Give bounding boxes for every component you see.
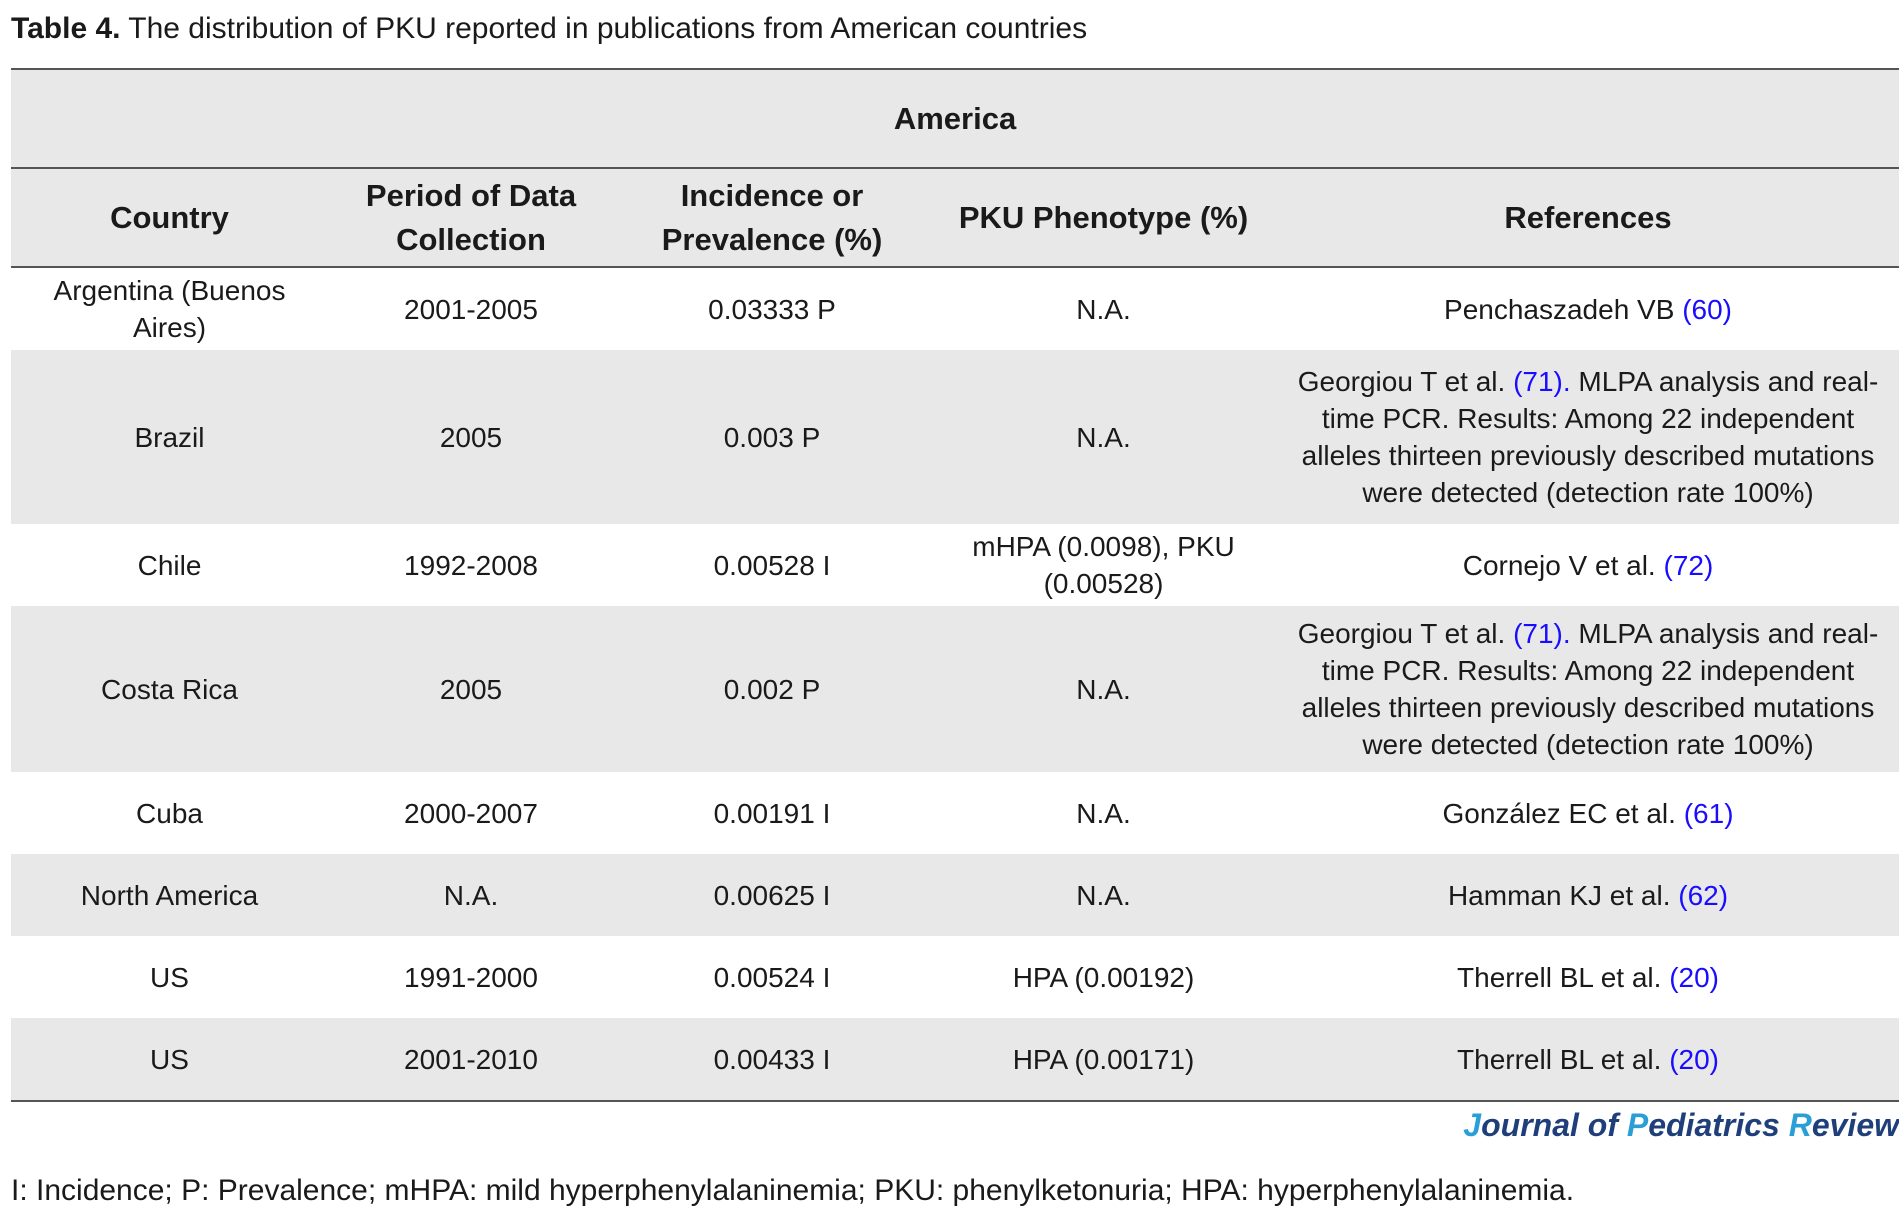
table-row (11, 606, 1899, 772)
cell-period: 2000-2007 (404, 797, 538, 829)
cell-rate: 0.00191 I (713, 797, 831, 829)
table-row (11, 854, 1899, 936)
cell-period: 2005 (328, 350, 614, 524)
cell-references (1277, 606, 1899, 772)
cell-period: 2001-2005 (404, 293, 538, 325)
cell-references (1277, 854, 1899, 936)
reference-author: Cornejo V et al. (1462, 549, 1664, 581)
reference-note: MLPA analysis and real-time PCR. Results: Among 22 independent alleles thirteen previously described mutations were detected (detection rate 100%) (1301, 366, 1879, 508)
cell-rate: 0.00524 I (713, 961, 831, 993)
column-header-references: References (1277, 168, 1899, 267)
cell-country: Cuba (136, 797, 203, 829)
reference-link[interactable]: (60) (1682, 293, 1732, 325)
table-footnote: I: Incidence; P: Prevalence; mHPA: mild hyperphenylalaninemia; PKU: phenylketonuria; HPA: hyperphenylalaninemia. (11, 1174, 1575, 1207)
reference-link[interactable]: (71). (1513, 366, 1571, 397)
reference-author: Penchaszadeh VB (1444, 293, 1683, 325)
table-row (11, 350, 1899, 524)
cell-rate: 0.00528 I (713, 549, 831, 581)
cell-country: Argentina (Buenos Aires) (53, 275, 286, 343)
cell-country: North America (11, 854, 328, 936)
pku-table-container (11, 68, 1899, 1102)
reference-link[interactable]: (20) (1669, 1043, 1719, 1075)
pku-distribution-table (11, 68, 1899, 1102)
cell-phenotype: N.A. (1076, 797, 1131, 829)
cell-country: Costa Rica (11, 606, 328, 772)
column-header-phenotype: PKU Phenotype (%) (930, 168, 1277, 267)
cell-phenotype: N.A. (1076, 293, 1131, 325)
cell-references (1277, 1018, 1899, 1101)
cell-phenotype: HPA (0.00171) (930, 1018, 1277, 1101)
region-header: America (11, 69, 1899, 168)
cell-phenotype: mHPA (0.0098), PKU (0.00528) (972, 531, 1235, 599)
cell-references (1277, 350, 1899, 524)
column-header-period: Period of Data Collection (328, 168, 614, 267)
column-header-country: Country (11, 168, 328, 267)
cell-period: 1992-2008 (404, 549, 538, 581)
journal-logo: Journal of Pediatrics Review (1463, 1107, 1899, 1143)
table-row (11, 772, 1899, 854)
cell-rate: 0.03333 P (708, 293, 836, 325)
reference-author: Georgiou T et al. (1297, 618, 1514, 649)
table-caption (11, 8, 1087, 50)
cell-phenotype: N.A. (930, 350, 1277, 524)
cell-period: 2005 (328, 606, 614, 772)
caption-text: The distribution of PKU reported in publications from American countries (120, 12, 1088, 45)
cell-period: N.A. (328, 854, 614, 936)
reference-note: MLPA analysis and real-time PCR. Results: Among 22 independent alleles thirteen previously described mutations were detected (detection rate 100%) (1301, 618, 1879, 760)
reference-link[interactable]: (61) (1683, 797, 1734, 829)
cell-period: 2001-2010 (328, 1018, 614, 1101)
table-row (11, 524, 1899, 606)
cell-rate: 0.002 P (614, 606, 930, 772)
region-header-row (11, 69, 1899, 168)
cell-references (1277, 936, 1899, 1018)
column-header-row (11, 168, 1899, 267)
cell-country: Chile (137, 549, 202, 581)
reference-author: Therrell BL et al. (1457, 961, 1670, 993)
cell-references (1277, 524, 1899, 606)
cell-country: Brazil (11, 350, 328, 524)
reference-author: Georgiou T et al. (1297, 366, 1514, 397)
reference-author: González EC et al. (1442, 797, 1684, 829)
caption-label: Table 4. (11, 12, 121, 45)
cell-country: US (11, 1018, 328, 1101)
cell-phenotype: N.A. (930, 854, 1277, 936)
reference-author: Hamman KJ et al. (1447, 879, 1679, 911)
cell-rate: 0.003 P (614, 350, 930, 524)
reference-link[interactable]: (62) (1678, 879, 1729, 911)
reference-link[interactable]: (72) (1663, 549, 1714, 581)
reference-link[interactable]: (20) (1669, 961, 1719, 993)
cell-rate: 0.00625 I (614, 854, 930, 936)
reference-author: Therrell BL et al. (1457, 1043, 1670, 1075)
cell-phenotype: N.A. (930, 606, 1277, 772)
table-row (11, 1018, 1899, 1101)
cell-rate: 0.00433 I (614, 1018, 930, 1101)
column-header-rate: Incidence or Prevalence (%) (614, 168, 930, 267)
table-row (11, 267, 1899, 350)
cell-references (1277, 267, 1899, 350)
cell-period: 1991-2000 (404, 961, 538, 993)
cell-country: US (150, 961, 189, 993)
table-row (11, 936, 1899, 1018)
cell-phenotype: HPA (0.00192) (1012, 961, 1195, 993)
cell-references (1277, 772, 1899, 854)
reference-link[interactable]: (71). (1513, 618, 1571, 649)
